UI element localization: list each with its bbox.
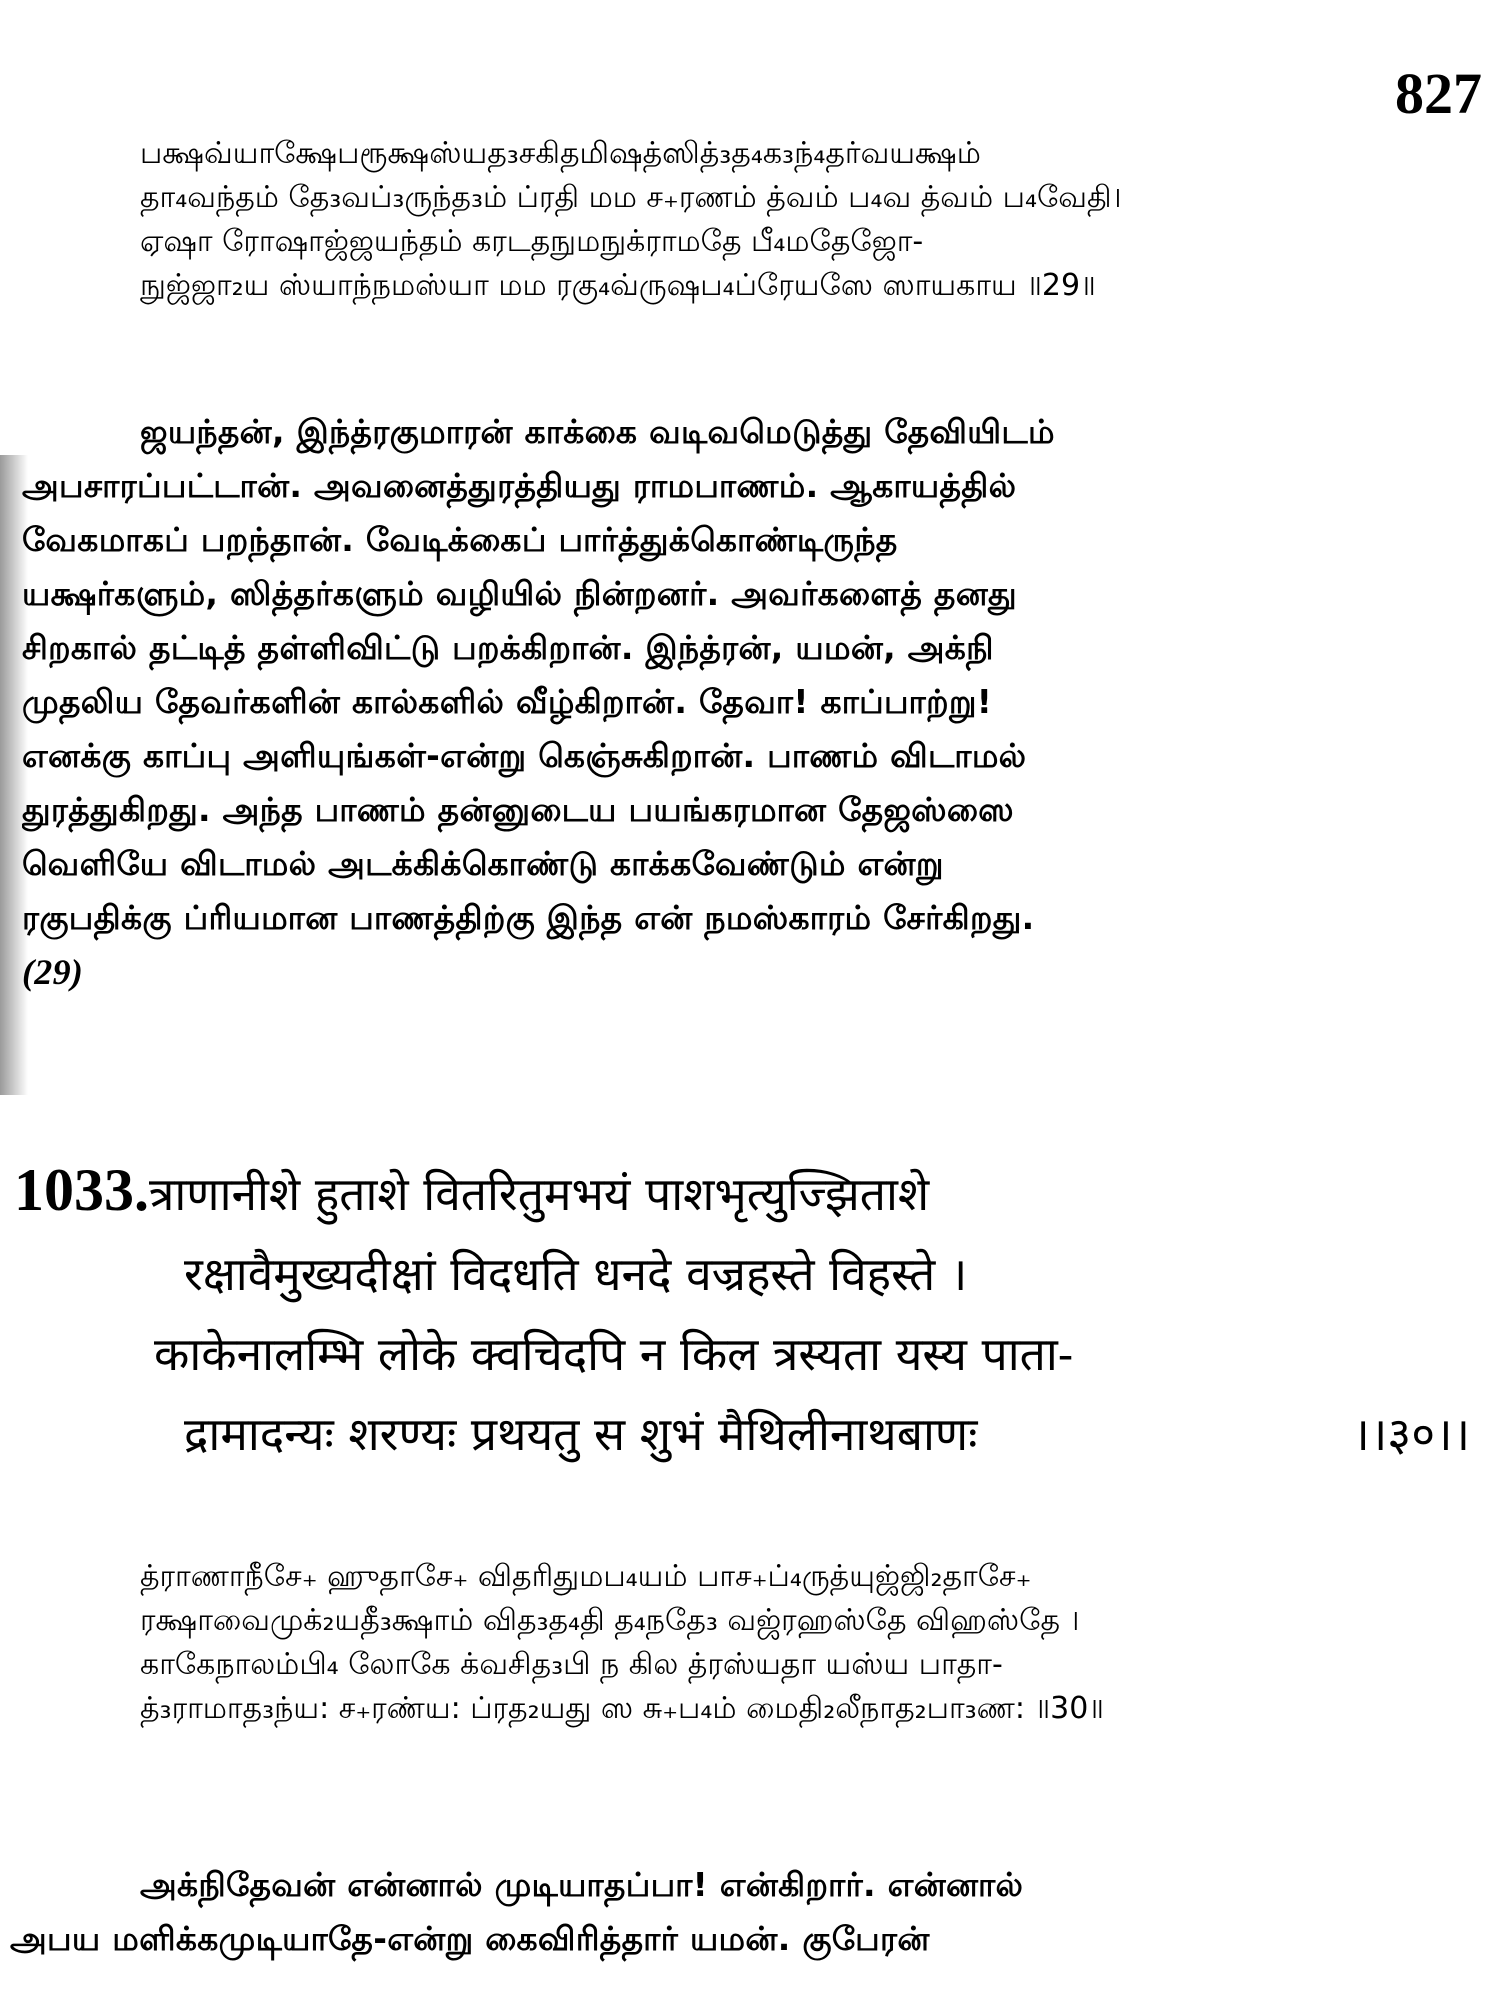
commentary-line: ரகுபதிக்கு ப்ரியமான பாணத்திற்கு இந்த என் நமஸ்காரம் சேர்கிறது. [22,898,1035,937]
sanskrit-line: काकेनालम्भि लोके क्वचिदपि न किल त्रस्यता यस्य पाता- [154,1327,1074,1381]
commentary-line: அக்நிதேவன் என்னால் முடியாதப்பா! என்கிறார். என்னால் [140,1865,1024,1904]
translit-line: காகேநாலம்பி₄ லோகே க்வசித₃பி ந கில த்ரஸ்யதா யஸ்ய பாதா- [140,1647,1003,1682]
sanskrit-text: द्रामादन्यः शरण्यः प्रथयतु स शुभं मैथिलीनाथबाणः [184,1407,978,1461]
commentary-line: வேகமாகப் பறந்தான். வேடிக்கைப் பார்த்துக்கொண்டிருந்த [22,520,898,559]
translit-line: ரக்ஷாவைமுக்₂யதீ₃க்ஷாம் வித₃த₄தி த₄நதே₃ வஜ்ரஹஸ்தே விஹஸ்தே । [140,1603,1080,1638]
translit-line: தா₄வந்தம் தே₃வப்₃ருந்த₃ம் ப்ரதி மம ச₊ரணம் த்வம் ப₄வ த்வம் ப₄வேதி। [140,180,1122,215]
commentary-line: ஜயந்தன், இந்த்ரகுமாரன் காக்கை வடிவமெடுத்து தேவியிடம் [140,412,1055,451]
sanskrit-line-1 [14,1150,1480,1234]
verse-29-transliteration [140,132,1480,308]
verse-end-number: ।।३०।। [1352,1407,1470,1461]
commentary-line: அபய மளிக்கமுடியாதே-என்று கைவிரித்தார் யமன். குபேரன் [10,1919,930,1958]
verse-30-sanskrit [14,1150,1480,1474]
commentary-line: துரத்துகிறது. அந்த பாணம் தன்னுடைய பயங்கரமான தேஜஸ்ஸை [22,790,1014,829]
commentary-line: முதலிய தேவர்களின் கால்களில் வீழ்கிறான். தேவா! காப்பாற்று! [22,682,993,721]
verse-30-commentary [10,1858,1480,1966]
verse-reference: (29) [22,952,84,992]
verse-number: 1033. [14,1157,149,1223]
translit-line: ஏஷா ரோஷாஜ்ஜயந்தம் கரடதநுமநுக்ராமதே பீ₄மதேஜோ- [140,224,924,259]
translit-line: பக்ஷவ்யாக்ஷேபரூக்ஷஸ்யத₃சகிதமிஷத்ஸித்₃த₄க₃ந்₄தர்வயக்ஷம் [140,136,981,171]
page-number: 827 [1395,61,1482,126]
commentary-line: அபசாரப்பட்டான். அவனைத்துரத்தியது ராமபாணம். ஆகாயத்தில் [22,466,1017,505]
verse-30-transliteration [140,1555,1480,1731]
translit-line: த்₃ராமாத₃ந்ய: ச₊ரண்ய: ப்ரத₂யது ஸ சு₊ப₄ம் மைதி₂லீநாத₂பா₃ண: ॥30॥ [140,1691,1104,1726]
sanskrit-line: रक्षावैमुख्यदीक्षां विदधति धनदे वज्रहस्ते विहस्ते । [184,1247,968,1301]
commentary-line: யக்ஷர்களும், ஸித்தர்களும் வழியில் நின்றனர். அவர்களைத் தனது [22,574,1017,613]
sanskrit-text: त्राणानीशे हुताशे वितरितुमभयं पाशभृत्युज्झिताशे [149,1167,930,1221]
translit-line: நுஜ்ஜா₂ய ஸ்யாந்நமஸ்யா மம ரகு₄வ்ருஷப₄ப்ரேயஸே ஸாயகாய ॥29॥ [140,268,1096,303]
commentary-line: எனக்கு காப்பு அளியுங்கள்-என்று கெஞ்சுகிறான். பாணம் விடாமல் [22,736,1027,775]
commentary-line: வெளியே விடாமல் அடக்கிக்கொண்டு காக்கவேண்டும் என்று [22,844,944,883]
translit-line: த்ராணாநீசே₊ ஹுதாசே₊ விதரிதுமப₄யம் பாச₊ப்₄ருத்யுஜ்ஜி₂தாசே₊ [140,1559,1032,1594]
sanskrit-line-4 [14,1394,1480,1474]
commentary-line: சிறகால் தட்டித் தள்ளிவிட்டு பறக்கிறான். இந்த்ரன், யமன், அக்நி [22,628,994,667]
verse-29-commentary [22,405,1480,999]
